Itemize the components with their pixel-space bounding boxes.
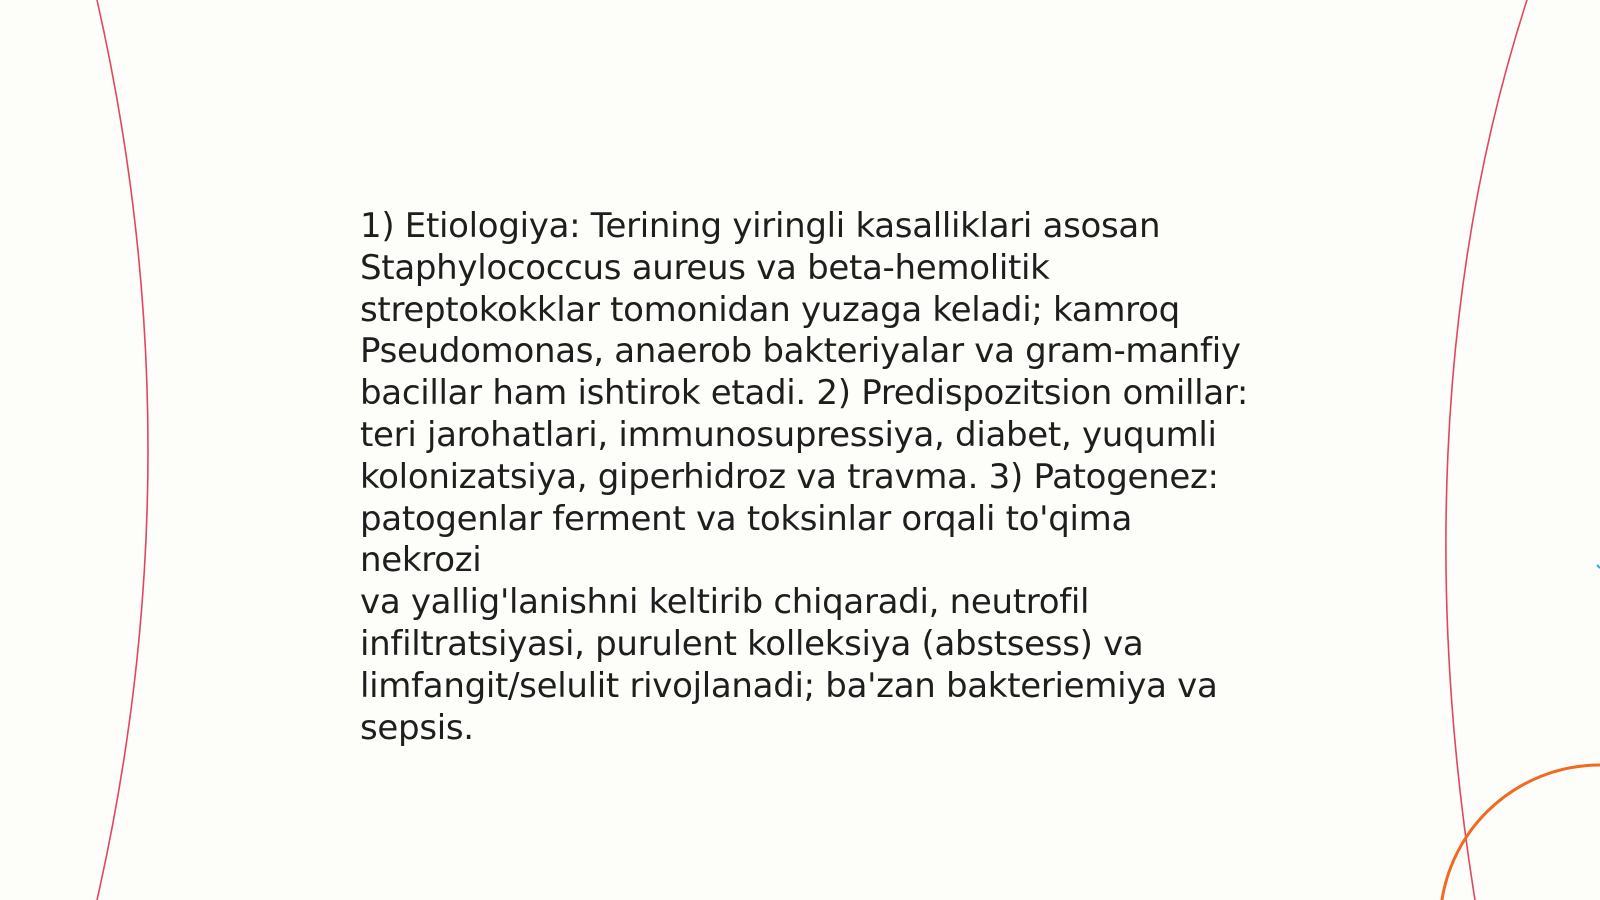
right-curve-line	[1446, 0, 1527, 900]
orange-arc	[1440, 765, 1600, 900]
slide-body-text: 1) Etiologiya: Terining yiringli kasalliklari asosan Staphylococcus aureus va beta-hemolitik streptokokklar tomonidan yuzaga keladi; kamroq Pseudomonas, anaerob bakteriyalar va gram-manfiy bacillar ham ishtirok etadi. 2) Predispozitsion omillar: teri jarohatlari, immunosupressiya, diabet, yuqumli kolonizatsiya, giperhidroz va travma. 3) Patogenez: patogenlar ferment va toksinlar orqali to'qima nekrozi va yallig'lanishni keltirib chiqaradi, neutrofil infiltratsiyasi, purulent kolleksiya (abstsess) va limfangit/selulit rivojlanadi; ba'zan bakteriemiya va sepsis.	[360, 206, 1249, 748]
left-curve-line	[97, 0, 148, 900]
